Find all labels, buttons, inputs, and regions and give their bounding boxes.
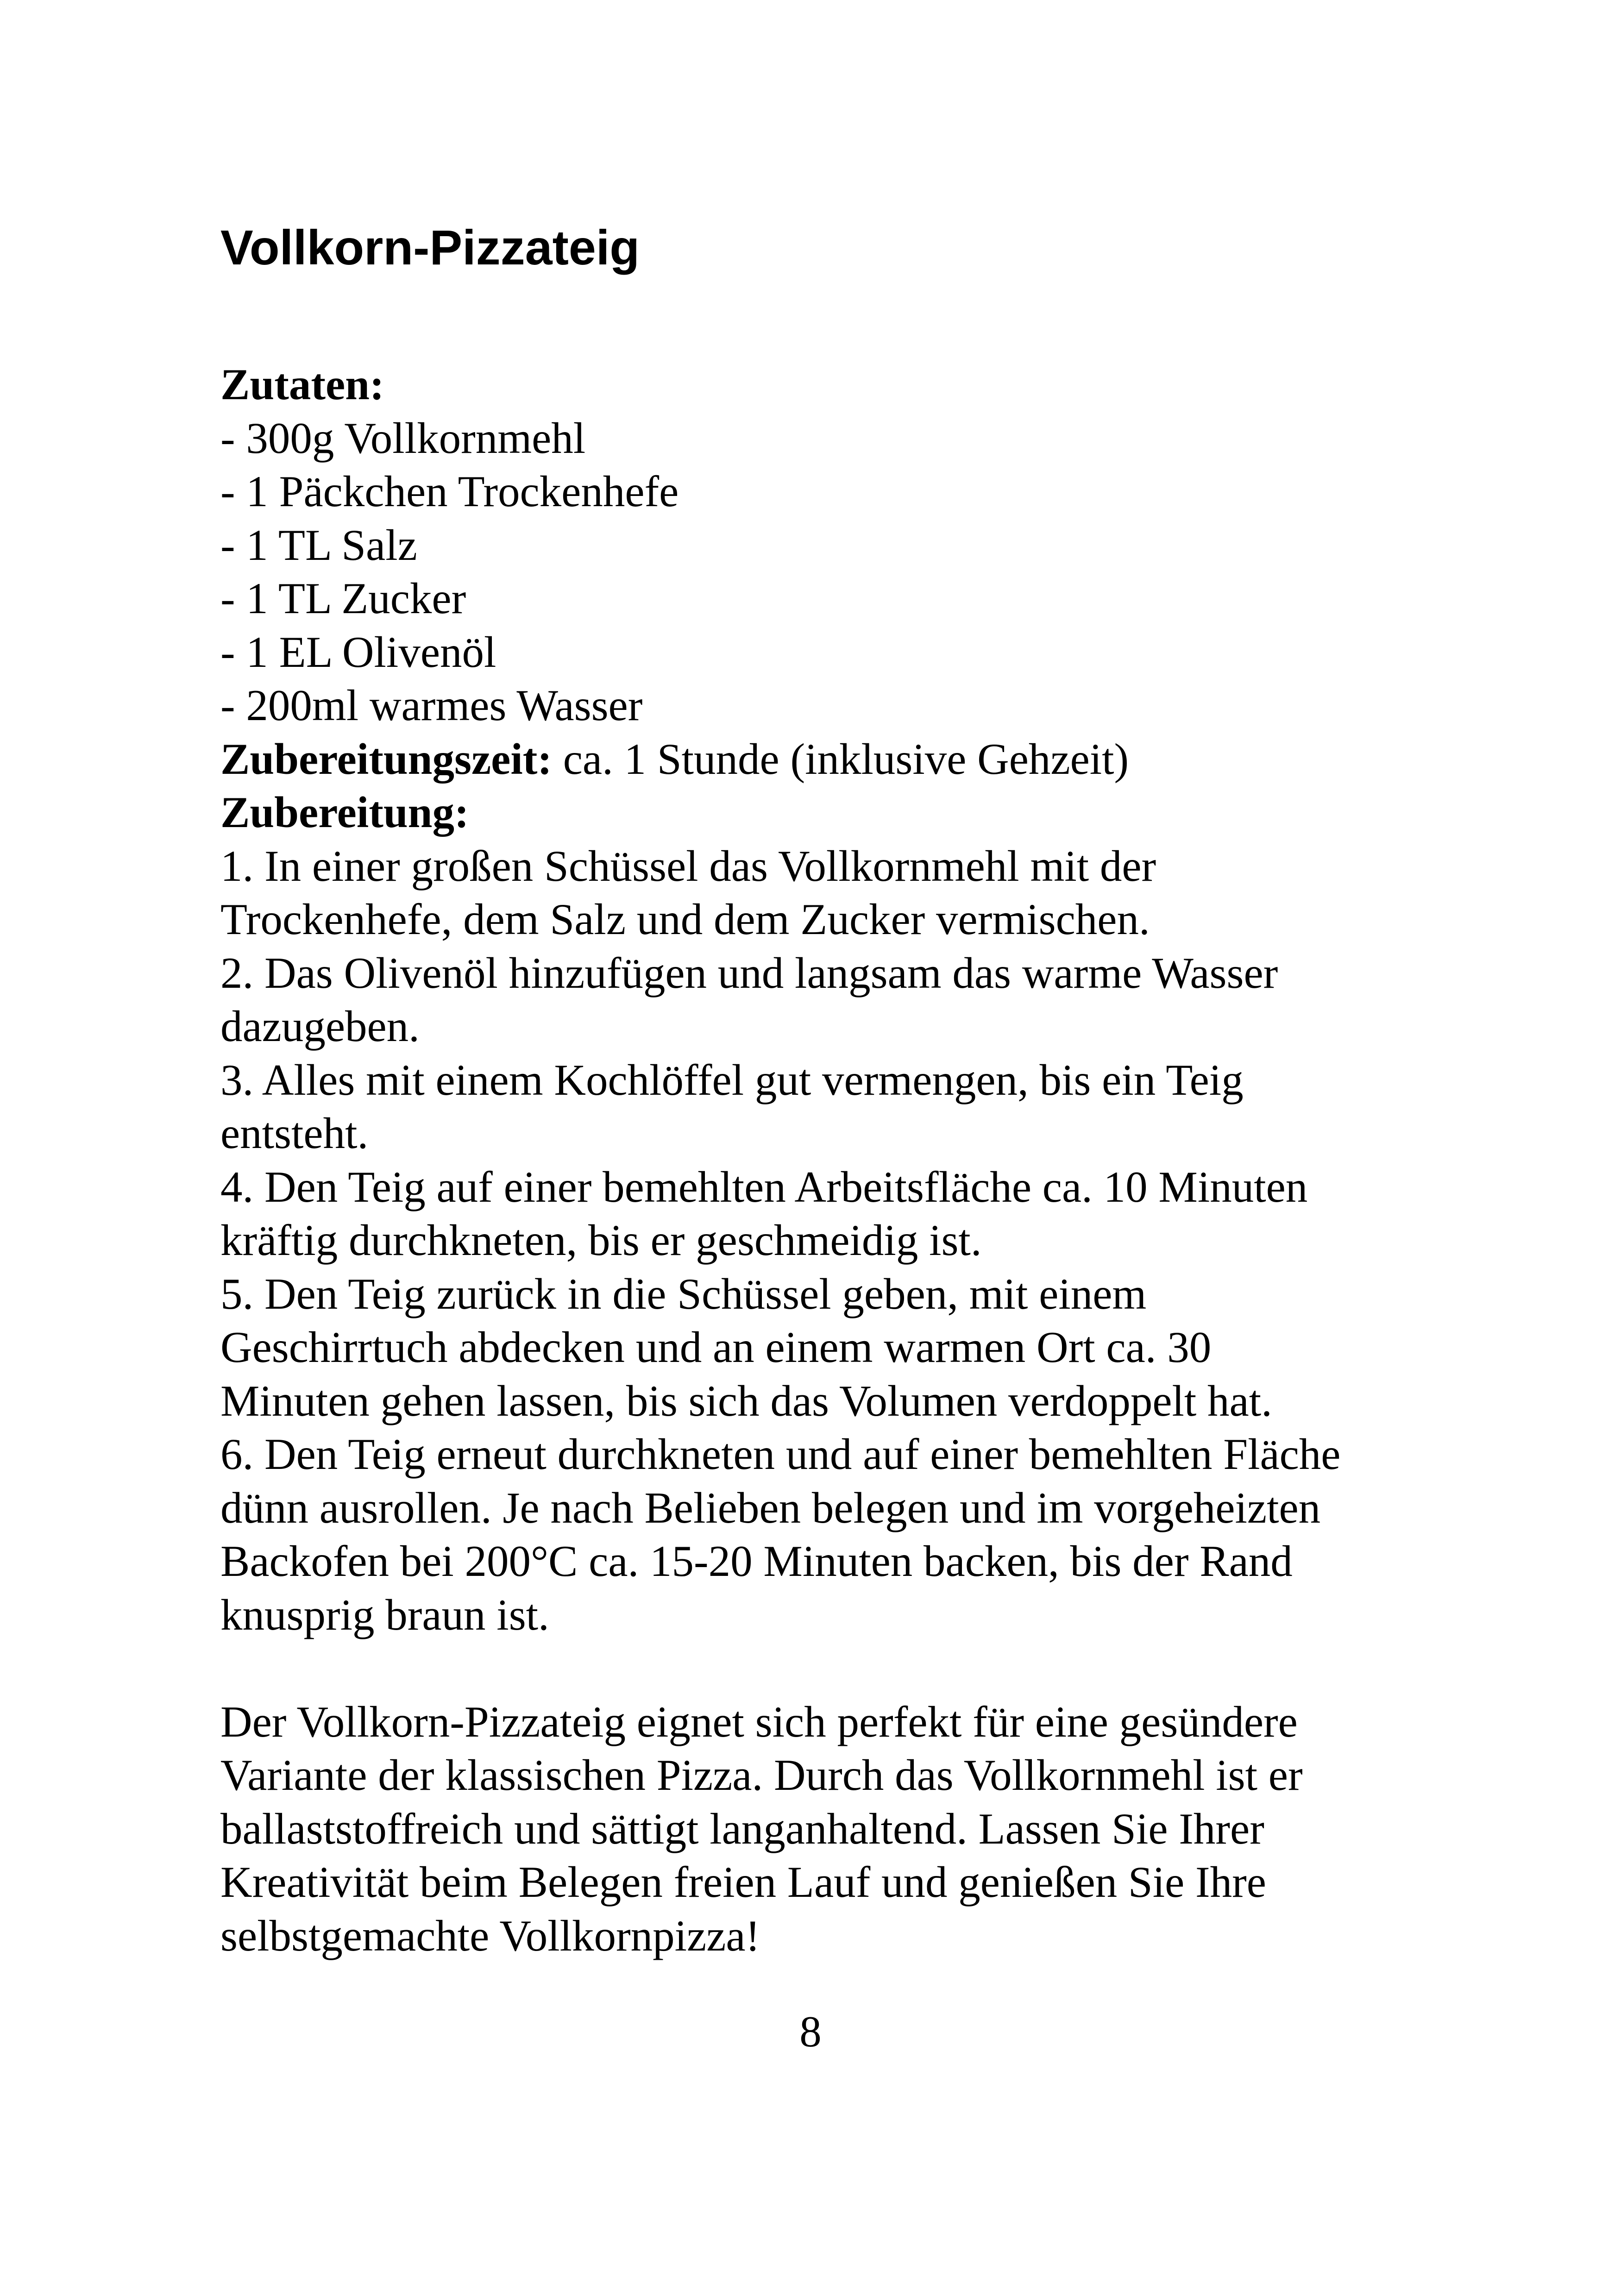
closing-line: selbstgemachte Vollkornpizza! (220, 1911, 760, 1960)
preparation-line: Geschirrtuch abdecken und an einem warmen Ort ca. 30 (220, 1323, 1212, 1372)
preparation-line: Minuten gehen lassen, bis sich das Volumen verdoppelt hat. (220, 1376, 1272, 1425)
preparation-line: kräftig durchkneten, bis er geschmeidig ist. (220, 1216, 982, 1265)
page-number: 8 (799, 2007, 822, 2056)
prep-time-value: ca. 1 Stunde (inklusive Gehzeit) (552, 734, 1129, 784)
ingredient-item: - 1 TL Salz (220, 520, 417, 570)
closing-line: Der Vollkorn-Pizzateig eignet sich perfekt für eine gesündere (220, 1697, 1298, 1746)
ingredients-heading: Zutaten: (220, 360, 384, 409)
preparation-line: 3. Alles mit einem Kochlöffel gut vermengen, bis ein Teig (220, 1055, 1244, 1104)
preparation-heading: Zubereitung: (220, 788, 469, 837)
recipe-title: Vollkorn-Pizzateig (220, 220, 640, 275)
preparation-line: Backofen bei 200°C ca. 15-20 Minuten backen, bis der Rand (220, 1537, 1293, 1586)
preparation-line: entsteht. (220, 1109, 369, 1158)
closing-line: ballaststoffreich und sättigt langanhaltend. Lassen Sie Ihrer (220, 1804, 1264, 1853)
preparation-line: dazugeben. (220, 1002, 420, 1051)
closing-line: Variante der klassischen Pizza. Durch das Vollkornmehl ist er (220, 1750, 1303, 1800)
ingredient-item: - 1 TL Zucker (220, 574, 466, 623)
preparation-line: 2. Das Olivenöl hinzufügen und langsam das warme Wasser (220, 948, 1278, 997)
prep-time-label: Zubereitungszeit: (220, 734, 552, 784)
recipe-body (220, 358, 1471, 1963)
preparation-line: knusprig braun ist. (220, 1590, 549, 1639)
paragraph-spacer (220, 1642, 1471, 1695)
closing-line: Kreativität beim Belegen freien Lauf und genießen Sie Ihre (220, 1857, 1266, 1907)
preparation-line: Trockenhefe, dem Salz und dem Zucker vermischen. (220, 895, 1150, 944)
preparation-line: 1. In einer großen Schüssel das Vollkornmehl mit der (220, 841, 1156, 891)
preparation-line: 4. Den Teig auf einer bemehlten Arbeitsfläche ca. 10 Minuten (220, 1162, 1308, 1211)
ingredient-item: - 1 EL Olivenöl (220, 627, 496, 677)
preparation-line: 6. Den Teig erneut durchkneten und auf einer bemehlten Fläche (220, 1430, 1341, 1479)
preparation-line: 5. Den Teig zurück in die Schüssel geben, mit einem (220, 1269, 1147, 1318)
ingredient-item: - 300g Vollkornmehl (220, 413, 586, 463)
ingredient-item: - 1 Päckchen Trockenhefe (220, 467, 679, 516)
preparation-line: dünn ausrollen. Je nach Belieben belegen und im vorgeheizten (220, 1483, 1321, 1532)
ingredient-item: - 200ml warmes Wasser (220, 681, 643, 730)
prep-time-line (220, 733, 1471, 786)
